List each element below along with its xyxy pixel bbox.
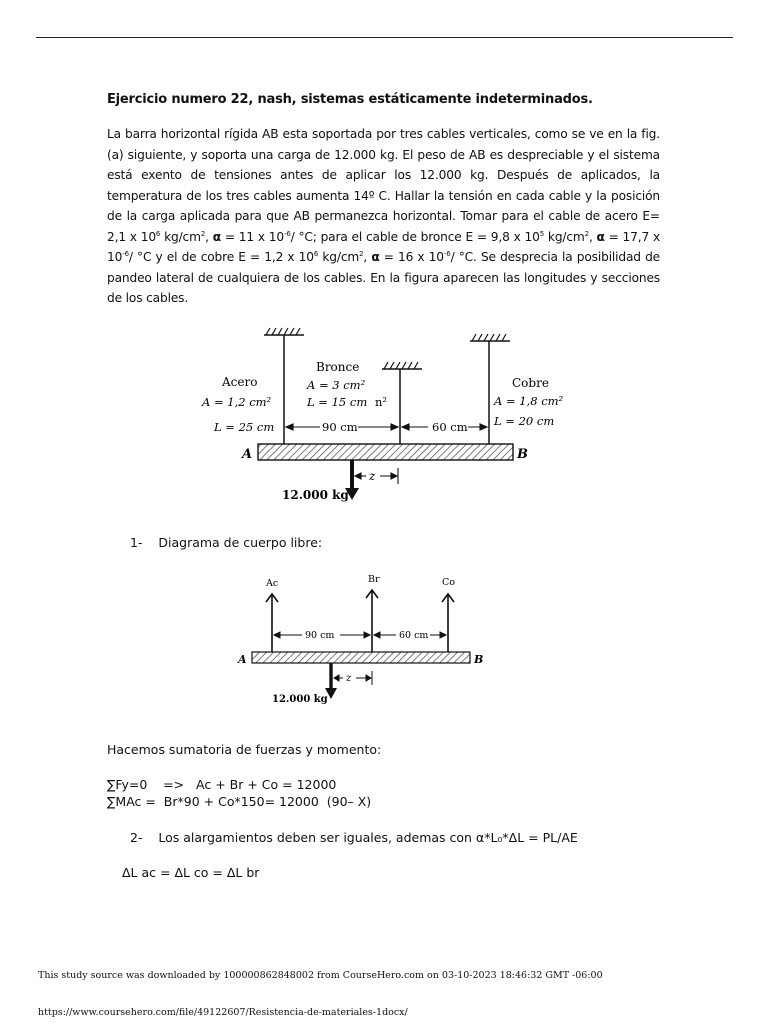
fbd-label-b: B bbox=[474, 653, 484, 666]
label-a: A bbox=[242, 447, 253, 462]
bronce-label: Bronce bbox=[316, 360, 360, 374]
step-1-text: Diagrama de cuerpo libre: bbox=[158, 535, 323, 550]
sum-intro: Hacemos sumatoria de fuerzas y momento: bbox=[107, 742, 382, 757]
free-body-diagram bbox=[230, 568, 500, 718]
acero-length: L = 25 cm bbox=[214, 420, 275, 434]
dim-90cm: 90 cm bbox=[322, 420, 358, 434]
stray-mark: n² bbox=[375, 395, 388, 409]
dim-60cm: 60 cm bbox=[432, 420, 468, 434]
cobre-length: L = 20 cm bbox=[494, 414, 555, 428]
force-arrows bbox=[266, 590, 454, 652]
footer-download-note: This study source was downloaded by 100000862848002 from CourseHero.com on 03-10-2023 18:46:32 GMT -06:00 bbox=[38, 970, 603, 981]
exercise-title: Ejercicio numero 22, nash, sistemas estáticamente indeterminados. bbox=[107, 92, 593, 107]
step-2-number: 2- bbox=[130, 830, 143, 845]
z-dimension bbox=[355, 468, 398, 484]
force-ac-label: Ac bbox=[266, 578, 279, 589]
footer-url[interactable]: https://www.coursehero.com/file/49122607/Resistencia-de-materiales-1docx/ bbox=[38, 1007, 408, 1018]
problem-statement: La barra horizontal rígida AB esta soportada por tres cables verticales, como se ve en la fig. (a) siguiente, y soporta una carga de 12.000 kg. El peso de AB es despreciable y el sistema está exento de tensiones antes de aplicar los 12.000 kg. Después de aplicados, la temperatura de los tres cables aumenta 14º C. Hallar la tensión en cada cable y la posición de la carga aplicada para que AB permanezca horizontal. Tomar para el cable de acero E= 2,1 x $10^6$ $kg/cm^2$, α = 11 x $10^{-6}/$ °C; para el cable de bronce E = 9,8 x $10^5$ $kg/cm^2$, α = 17,7 x $10^{-6}/$ °C y el de cobre E = 1,2 x $10^6$ $kg/cm^2$, α = 16 x $10^{-6}/$ °C. Se desprecia la posibilidad de pandeo lateral de cualquiera de los cables. En la figura aparecen las longitudes y secciones de los cables. bbox=[107, 127, 661, 305]
fbd-dim-90cm: 90 cm bbox=[305, 630, 335, 641]
equation-elongation: ΔL ac = ΔL co = ΔL br bbox=[122, 865, 260, 880]
fbd-z-label: z bbox=[346, 673, 352, 684]
step-1-number: 1- bbox=[130, 535, 143, 550]
equation-sum-moments: ∑MAc = Br*90 + Co*150= 12000 (90– X) bbox=[107, 794, 372, 809]
label-b: B bbox=[517, 447, 528, 462]
force-br-label: Br bbox=[368, 574, 380, 585]
step-2-text: Los alargamientos deben ser iguales, ademas con α*L₀*ΔL = PL/AE bbox=[158, 830, 578, 845]
load-label: 12.000 kg bbox=[282, 488, 349, 502]
cobre-label: Cobre bbox=[512, 376, 549, 390]
fbd-z-dimension bbox=[334, 671, 372, 685]
fbd-dim-60cm: 60 cm bbox=[399, 630, 429, 641]
bronce-area: A = 3 cm² bbox=[307, 378, 366, 392]
equation-sum-forces: ∑Fy=0 => Ac + Br + Co = 12000 bbox=[107, 777, 337, 792]
bronce-length: L = 15 cm bbox=[307, 395, 368, 409]
fbd-bar-ab bbox=[252, 652, 470, 663]
top-rule bbox=[36, 37, 733, 38]
cobre-area: A = 1,8 cm² bbox=[494, 394, 564, 408]
support-bronce bbox=[382, 362, 422, 369]
step-1 bbox=[130, 535, 322, 550]
support-cobre bbox=[470, 334, 510, 341]
acero-label: Acero bbox=[222, 375, 258, 389]
z-label: z bbox=[369, 469, 376, 483]
fbd-load-label: 12.000 kg bbox=[272, 694, 328, 705]
fbd-label-a: A bbox=[238, 653, 247, 666]
support-acero bbox=[264, 328, 304, 335]
cable-system-figure bbox=[196, 318, 576, 518]
acero-area: A = 1,2 cm² bbox=[202, 395, 272, 409]
step-2 bbox=[130, 830, 578, 845]
rigid-bar-ab bbox=[258, 444, 513, 460]
force-co-label: Co bbox=[442, 577, 455, 588]
